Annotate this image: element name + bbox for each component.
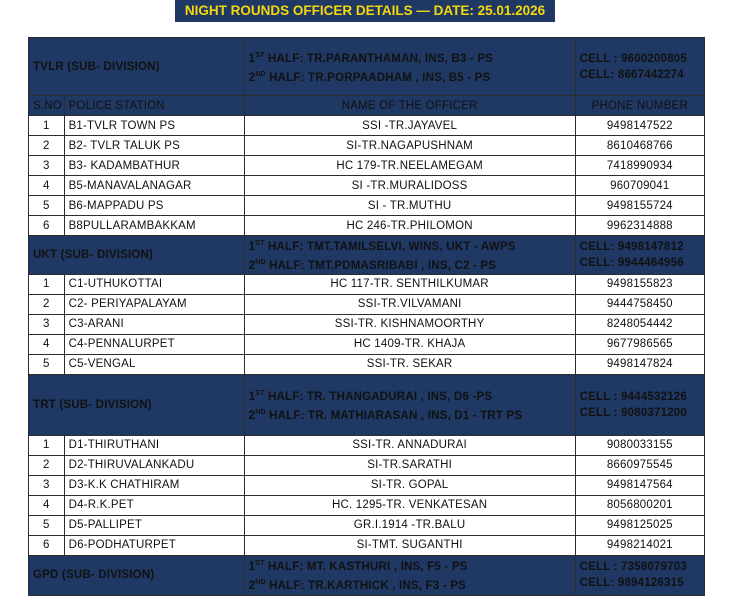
second-half-line bbox=[249, 255, 571, 274]
officer-name: SI -TR.MURALIDOSS bbox=[244, 176, 575, 196]
table-row bbox=[29, 515, 705, 535]
half-label: HALF bbox=[268, 240, 300, 253]
half-officer: : TR.PORPAADHAM , INS, B5 - PS bbox=[300, 71, 491, 84]
half-ordinal: ST bbox=[255, 389, 265, 397]
column-header-phone: PHONE NUMBER bbox=[575, 96, 704, 116]
police-station: B5-MANAVALANAGAR bbox=[64, 176, 244, 196]
page-title: NIGHT ROUNDS OFFICER DETAILS — DATE: 25.01.2026 bbox=[175, 0, 555, 22]
phone-number: 9444758450 bbox=[575, 294, 704, 314]
police-station: B1-TVLR TOWN PS bbox=[64, 116, 244, 136]
shift-cell-numbers bbox=[575, 555, 704, 595]
table-row bbox=[29, 294, 705, 314]
phone-number: 9498147522 bbox=[575, 116, 704, 136]
table-row bbox=[29, 136, 705, 156]
shift-officers bbox=[244, 236, 575, 275]
officer-name: SI-TR. GOPAL bbox=[244, 475, 575, 495]
serial-number: 1 bbox=[29, 435, 65, 455]
officer-name: HC 246-TR.PHILOMON bbox=[244, 216, 575, 236]
table-row bbox=[29, 475, 705, 495]
serial-number: 3 bbox=[29, 314, 65, 334]
half-ordinal: ND bbox=[255, 258, 266, 266]
half-label: HALF bbox=[269, 409, 301, 422]
table-row bbox=[29, 196, 705, 216]
police-station: D4-R.K.PET bbox=[64, 495, 244, 515]
half-number: 2 bbox=[248, 409, 256, 422]
table-row bbox=[29, 354, 705, 374]
first-half-line bbox=[249, 556, 571, 575]
serial-number: 1 bbox=[29, 116, 65, 136]
half-label: HALF bbox=[269, 579, 301, 592]
police-station: C2- PERIYAPALAYAM bbox=[64, 294, 244, 314]
serial-number: 1 bbox=[29, 274, 65, 294]
division-name: UKT (SUB- DIVISION) bbox=[29, 236, 245, 275]
table-row bbox=[29, 435, 705, 455]
serial-number: 5 bbox=[29, 354, 65, 374]
division-header-row bbox=[29, 374, 705, 435]
police-station: C5-VENGAL bbox=[64, 354, 244, 374]
table-row bbox=[29, 156, 705, 176]
serial-number: 4 bbox=[29, 176, 65, 196]
title-bar bbox=[0, 0, 730, 26]
phone-number: 9498147564 bbox=[575, 475, 704, 495]
table-row bbox=[29, 176, 705, 196]
half-label: HALF bbox=[268, 390, 300, 403]
police-station: D3-K.K CHATHIRAM bbox=[64, 475, 244, 495]
phone-number: 9498125025 bbox=[575, 515, 704, 535]
phone-number: 9080033155 bbox=[575, 435, 704, 455]
officer-name: SSI-TR.VILVAMANI bbox=[244, 294, 575, 314]
column-header-row bbox=[29, 96, 705, 116]
phone-number: 9498147824 bbox=[575, 354, 704, 374]
half-number: 1 bbox=[248, 561, 256, 574]
officer-name: SSI-TR. ANNADURAI bbox=[244, 435, 575, 455]
half-label: HALF bbox=[268, 52, 300, 65]
officer-name: HC 1409-TR. KHAJA bbox=[244, 334, 575, 354]
division-header-row bbox=[29, 555, 705, 595]
half-officer: : TR.PARANTHAMAN, INS, B3 - PS bbox=[299, 52, 494, 65]
second-half-line bbox=[249, 405, 571, 424]
half-officer: : TR.KARTHICK , INS, F3 - PS bbox=[300, 579, 466, 592]
division-header-row bbox=[29, 236, 705, 275]
shift-cell-numbers bbox=[575, 236, 704, 275]
serial-number: 2 bbox=[29, 294, 65, 314]
police-station: B6-MAPPADU PS bbox=[64, 196, 244, 216]
half-number: 1 bbox=[248, 240, 256, 253]
division-name: TVLR (SUB- DIVISION) bbox=[29, 38, 245, 96]
officer-name: SI-TR.SARATHI bbox=[244, 455, 575, 475]
serial-number: 6 bbox=[29, 216, 65, 236]
officer-table-body bbox=[29, 38, 705, 596]
serial-number: 3 bbox=[29, 475, 65, 495]
officer-name: SI-TMT. SUGANTHI bbox=[244, 535, 575, 555]
police-station: C1-UTHUKOTTAI bbox=[64, 274, 244, 294]
first-half-cell: CELL : 9444532126 bbox=[579, 390, 687, 403]
column-header-station: POLICE STATION bbox=[64, 96, 244, 116]
table-row bbox=[29, 216, 705, 236]
phone-number: 8056800201 bbox=[575, 495, 704, 515]
officer-name: HC. 1295-TR. VENKATESAN bbox=[244, 495, 575, 515]
second-half-cell: CELL: 8667442274 bbox=[579, 68, 684, 81]
phone-number: 9498155724 bbox=[575, 196, 704, 216]
second-half-cell: CELL : 9080371200 bbox=[579, 406, 687, 419]
police-station: B3- KADAMBATHUR bbox=[64, 156, 244, 176]
serial-number: 3 bbox=[29, 156, 65, 176]
phone-number: 7418990934 bbox=[575, 156, 704, 176]
half-officer: : TMT.TAMILSELVI, WINS, UKT - AWPS bbox=[299, 240, 516, 253]
police-station: B8PULLARAMBAKKAM bbox=[64, 216, 244, 236]
phone-number: 9498214021 bbox=[575, 535, 704, 555]
phone-number: 960709041 bbox=[575, 176, 704, 196]
first-half-line bbox=[249, 386, 571, 405]
half-ordinal: ND bbox=[255, 70, 266, 78]
serial-number: 2 bbox=[29, 455, 65, 475]
half-number: 2 bbox=[248, 71, 256, 84]
first-half-line bbox=[249, 236, 571, 255]
first-half-line bbox=[249, 48, 571, 67]
officer-name: SSI-TR. KISHNAMOORTHY bbox=[244, 314, 575, 334]
police-station: B2- TVLR TALUK PS bbox=[64, 136, 244, 156]
second-half-line bbox=[249, 575, 571, 594]
half-officer: : TMT.PDMASRIBABI , INS, C2 - PS bbox=[300, 259, 497, 272]
officer-name: SSI -TR.JAYAVEL bbox=[244, 116, 575, 136]
first-half-cell: CELL: 9498147812 bbox=[579, 240, 684, 253]
half-label: HALF bbox=[268, 561, 300, 574]
half-officer: : TR. THANGADURAI , INS, D6 -PS bbox=[299, 390, 493, 403]
officer-table bbox=[28, 37, 705, 596]
first-half-cell: CELL : 9600200805 bbox=[579, 52, 687, 65]
shift-cell-numbers bbox=[575, 38, 704, 96]
police-station: D1-THIRUTHANI bbox=[64, 435, 244, 455]
officer-name: HC 179-TR.NEELAMEGAM bbox=[244, 156, 575, 176]
half-ordinal: ST bbox=[255, 240, 265, 247]
half-officer: : MT. KASTHURI , INS, F5 - PS bbox=[299, 561, 468, 574]
police-station: D6-PODHATURPET bbox=[64, 535, 244, 555]
serial-number: 4 bbox=[29, 334, 65, 354]
half-number: 1 bbox=[248, 390, 256, 403]
first-half-cell: CELL : 7358079703 bbox=[579, 561, 687, 574]
column-header-sno: S.NO bbox=[29, 96, 65, 116]
half-ordinal: ST bbox=[255, 560, 265, 568]
table-row bbox=[29, 274, 705, 294]
serial-number: 4 bbox=[29, 495, 65, 515]
serial-number: 5 bbox=[29, 196, 65, 216]
half-ordinal: ND bbox=[255, 408, 266, 416]
shift-officers bbox=[244, 374, 575, 435]
half-label: HALF bbox=[269, 259, 301, 272]
table-row bbox=[29, 314, 705, 334]
table-row bbox=[29, 495, 705, 515]
division-name: GPD (SUB- DIVISION) bbox=[29, 555, 245, 595]
officer-name: SI - TR.MUTHU bbox=[244, 196, 575, 216]
second-half-line bbox=[249, 67, 571, 86]
police-station: D5-PALLIPET bbox=[64, 515, 244, 535]
table-row bbox=[29, 535, 705, 555]
half-ordinal: ND bbox=[255, 579, 266, 587]
officer-name: SSI-TR. SEKAR bbox=[244, 354, 575, 374]
serial-number: 6 bbox=[29, 535, 65, 555]
half-number: 1 bbox=[248, 52, 256, 65]
phone-number: 9498155823 bbox=[575, 274, 704, 294]
serial-number: 5 bbox=[29, 515, 65, 535]
phone-number: 9962314888 bbox=[575, 216, 704, 236]
officer-name: SI-TR.NAGAPUSHNAM bbox=[244, 136, 575, 156]
half-number: 2 bbox=[248, 579, 256, 592]
police-station: C3-ARANI bbox=[64, 314, 244, 334]
division-header-row bbox=[29, 38, 705, 96]
half-ordinal: ST bbox=[255, 51, 265, 59]
police-station: D2-THIRUVALANKADU bbox=[64, 455, 244, 475]
second-half-cell: CELL: 9944464956 bbox=[579, 256, 684, 269]
police-station: C4-PENNALURPET bbox=[64, 334, 244, 354]
table-row bbox=[29, 455, 705, 475]
column-header-officer: NAME OF THE OFFICER bbox=[244, 96, 575, 116]
phone-number: 8610468766 bbox=[575, 136, 704, 156]
officer-name: GR.I.1914 -TR.BALU bbox=[244, 515, 575, 535]
shift-officers bbox=[244, 555, 575, 595]
half-number: 2 bbox=[248, 259, 256, 272]
shift-officers bbox=[244, 38, 575, 96]
second-half-cell: CELL: 9894126315 bbox=[579, 577, 684, 590]
phone-number: 9677986565 bbox=[575, 334, 704, 354]
serial-number: 2 bbox=[29, 136, 65, 156]
table-row bbox=[29, 334, 705, 354]
table-row bbox=[29, 116, 705, 136]
phone-number: 8248054442 bbox=[575, 314, 704, 334]
half-officer: : TR. MATHIARASAN , INS, D1 - TRT PS bbox=[300, 409, 523, 422]
half-label: HALF bbox=[269, 71, 301, 84]
phone-number: 8660975545 bbox=[575, 455, 704, 475]
shift-cell-numbers bbox=[575, 374, 704, 435]
division-name: TRT (SUB- DIVISION) bbox=[29, 374, 245, 435]
officer-name: HC 117-TR. SENTHILKUMAR bbox=[244, 274, 575, 294]
